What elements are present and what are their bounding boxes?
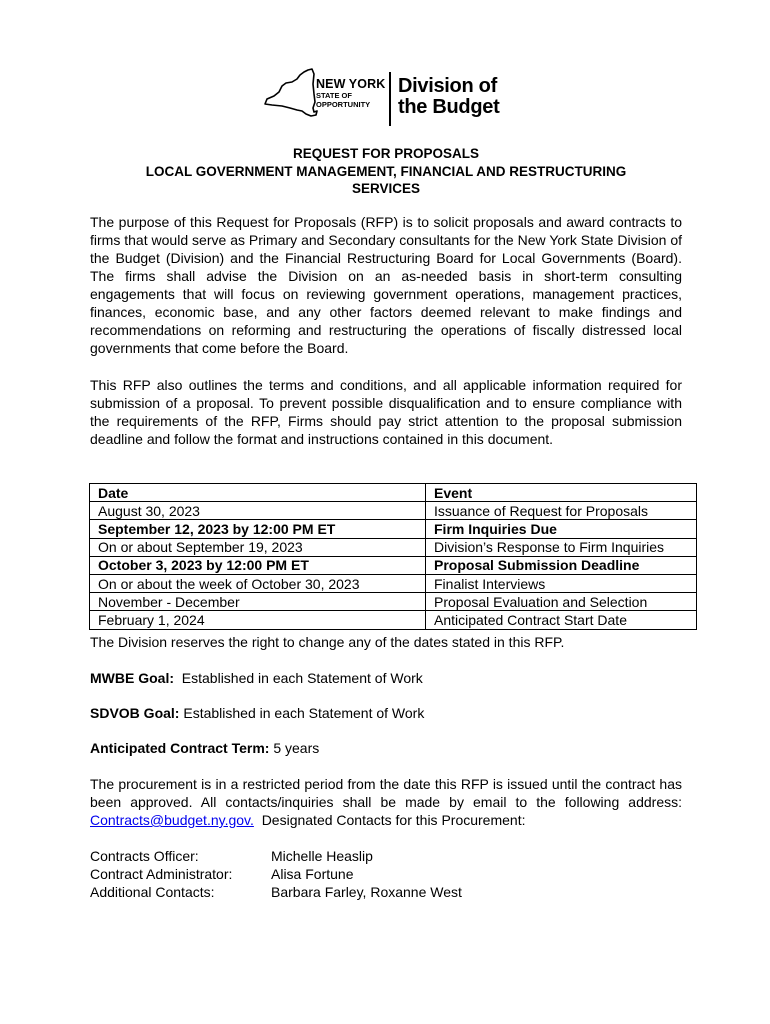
procurement-paragraph: [90, 775, 682, 829]
mwbe-value: Established in each Statement of Work: [181, 670, 423, 686]
row-event: Firm Inquiries Due: [426, 520, 697, 538]
contact-role: Contract Administrator:: [90, 866, 233, 882]
table-row: [90, 593, 697, 611]
ny-sub-2: OPPORTUNITY: [316, 99, 371, 109]
row-event: Finalist Interviews: [426, 574, 697, 592]
contact-role: Additional Contacts:: [90, 884, 215, 900]
new-york-state-map-icon: [262, 64, 318, 124]
division-wordmark: [398, 76, 499, 118]
term-label: Anticipated Contract Term:: [90, 740, 270, 756]
row-date: November - December: [90, 593, 426, 611]
row-event: Proposal Evaluation and Selection: [426, 593, 697, 611]
contact-name: Barbara Farley, Roxanne West: [271, 884, 462, 900]
division-line-1: Division of: [398, 75, 497, 97]
dates-reserve-note: The Division reserves the right to change any of the dates stated in this RFP.: [90, 634, 565, 650]
purpose-paragraph: The purpose of this Request for Proposals (RFP) is to solicit proposals and award contracts to firms that would serve as Primary and Secondary consultants for the New York State Division of the Budget (Division) and the Financial Restructuring Board for Local Governments (Board). The firms shall advise the Division on an as-needed basis in short-term consulting engagements that will focus on reviewing government operations, management practices, finances, economic base, and any other factors deemed relevant to make findings and recommendations on reforming and restructuring the operations of fiscally distressed local governments that come before the Board.: [90, 214, 682, 356]
procurement-text: The procurement is in a restricted period from the date this RFP is issued until the contract has been approved. All contacts/inquiries shall be made by email to the following address:: [90, 776, 682, 810]
table-row: [90, 574, 697, 592]
table-row: [90, 520, 697, 538]
ny-name: NEW YORK: [316, 77, 386, 91]
mwbe-label: MWBE Goal:: [90, 670, 174, 686]
row-date: February 1, 2024: [90, 611, 426, 629]
contract-term: [90, 739, 319, 757]
title-line-2: LOCAL GOVERNMENT MANAGEMENT, FINANCIAL AND RESTRUCTURING: [145, 163, 627, 179]
schedule-table: [89, 483, 697, 630]
header-event: Event: [426, 484, 697, 502]
logo-divider: [389, 72, 391, 126]
term-value: 5 years: [273, 740, 320, 756]
contact-role: Contracts Officer:: [90, 848, 199, 864]
nys-budget-logo: [262, 64, 522, 130]
sdvob-label: SDVOB Goal:: [90, 705, 180, 721]
division-line-2: the Budget: [398, 96, 500, 118]
document-title: [90, 145, 682, 198]
title-line-3: SERVICES: [351, 181, 421, 196]
contacts-list: [90, 847, 462, 901]
table-row: [90, 556, 697, 574]
contact-name: Michelle Heaslip: [271, 848, 373, 864]
contact-row: [90, 865, 462, 883]
contracts-email-link[interactable]: Contracts@budget.ny.gov.: [90, 812, 254, 828]
mwbe-goal: [90, 669, 423, 687]
row-date: On or about the week of October 30, 2023: [90, 574, 426, 592]
row-event: Division’s Response to Firm Inquiries: [426, 538, 697, 556]
terms-paragraph: This RFP also outlines the terms and conditions, and all applicable information required for submission of a proposal. To prevent possible disqualification and to ensure compliance with the requirements of the RFP, Firms should pay strict attention to the proposal submission deadline and follow the format and instructions contained in this document.: [90, 377, 682, 447]
header-date: Date: [90, 484, 426, 502]
row-date: On or about September 19, 2023: [90, 538, 426, 556]
ny-state-wordmark: [316, 78, 385, 109]
contact-name: Alisa Fortune: [271, 866, 354, 882]
table-header-row: [90, 484, 697, 502]
contact-row: [90, 883, 462, 901]
title-line-1: REQUEST FOR PROPOSALS: [292, 146, 480, 161]
contact-row: [90, 847, 462, 865]
sdvob-value: Established in each Statement of Work: [183, 705, 425, 721]
table-row: [90, 502, 697, 520]
row-event: Issuance of Request for Proposals: [426, 502, 697, 520]
procurement-after: Designated Contacts for this Procurement:: [261, 812, 526, 828]
row-date: September 12, 2023 by 12:00 PM ET: [90, 520, 426, 538]
table-row: [90, 611, 697, 629]
table-row: [90, 538, 697, 556]
sdvob-goal: [90, 704, 424, 722]
ny-sub-1: STATE OF: [316, 90, 352, 100]
row-date: August 30, 2023: [90, 502, 426, 520]
row-event: Proposal Submission Deadline: [426, 556, 697, 574]
row-date: October 3, 2023 by 12:00 PM ET: [90, 556, 426, 574]
row-event: Anticipated Contract Start Date: [426, 611, 697, 629]
